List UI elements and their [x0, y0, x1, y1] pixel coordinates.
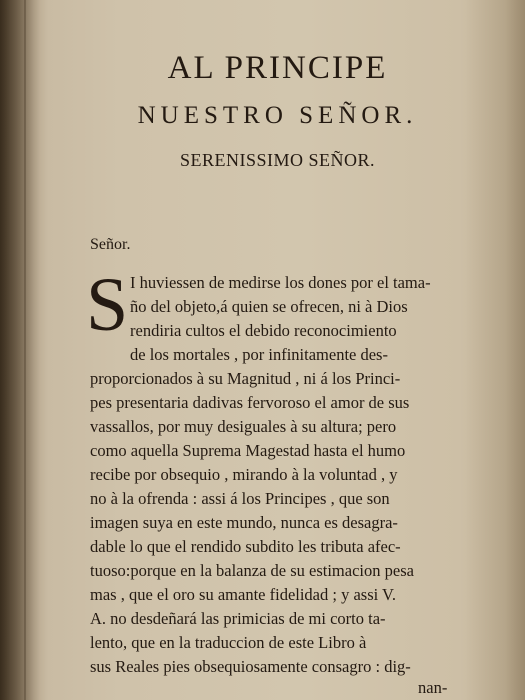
- dedication-subtitle: NUESTRO SEÑOR.: [137, 102, 418, 129]
- text-line: vassallos, por muy desiguales à su altura; pero: [90, 417, 397, 436]
- text-line: como aquella Suprema Magestad hasta el humo: [90, 441, 406, 460]
- text-line: lento, que en la traduccion de este Libro à: [90, 633, 367, 652]
- page-edge-mark: [24, 0, 26, 700]
- text-line: proporcionados à su Magnitud , ni á los Princi-: [90, 369, 401, 388]
- text-line: mas , que el oro su amante fidelidad ; y assi V.: [90, 585, 396, 604]
- text-line: imagen suya en este mundo, nunca es desagra-: [90, 513, 398, 532]
- text-line: recibe por obsequio , mirando à la voluntad , y: [90, 465, 398, 484]
- text-line: rendiria cultos el debido reconocimiento: [130, 321, 397, 340]
- text-line: no à la ofrenda : assi á los Principes , que son: [90, 489, 390, 508]
- text-line: A. no desdeñará las primicias de mi corto ta-: [90, 609, 386, 628]
- catchword: nan-: [418, 678, 448, 697]
- text-line: ño del objeto,á quien se ofrecen, ni à Dios: [130, 297, 408, 316]
- text-line: sus Reales pies obsequiosamente consagro : dig-: [90, 657, 411, 676]
- text-line: I huviessen de medirse los dones por el tama-: [130, 273, 431, 292]
- binding-gutter-shadow: [0, 0, 40, 700]
- dedication-address: SERENISSIMO SEÑOR.: [179, 150, 376, 170]
- text-line: pes presentaria dadivas fervoroso el amor de sus: [90, 393, 410, 412]
- text-line: dable lo que el rendido subdito les tributa afec-: [90, 537, 401, 556]
- drop-cap: S: [86, 263, 129, 347]
- text-line: tuoso:porque en la balanza de su estimacion pesa: [90, 561, 414, 580]
- dedication-title: AL PRINCIPE: [167, 50, 388, 86]
- salutation: Señor.: [90, 236, 131, 253]
- text-line: de los mortales , por infinitamente des-: [130, 345, 388, 364]
